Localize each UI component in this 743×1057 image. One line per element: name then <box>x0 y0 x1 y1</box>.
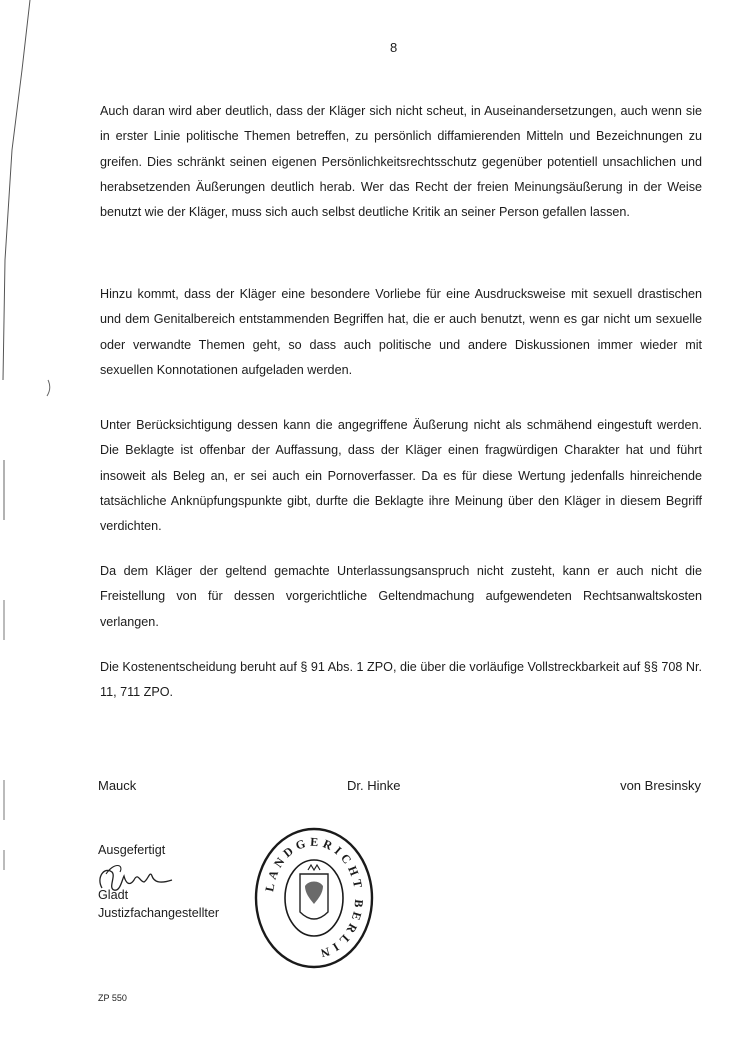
paragraph-2: Hinzu kommt, dass der Kläger eine besondere Vorliebe für eine Ausdrucksweise mit sexuell drastischen und dem Genitalbereich entstammenden Begriffen hat, die er auch benutzt, wenn es gar nicht um sexuelle oder verwandte Themen geht, so dass auch politische und andere Diskussionen immer wieder mit sexuellen Konnotationen aufgeladen werden. <box>100 287 702 377</box>
svg-text:LANDGERICHT BERLIN: LANDGERICHT BERLIN <box>262 834 367 962</box>
paragraph-4: Da dem Kläger der geltend gemachte Unterlassungsanspruch nicht zusteht, kann er auch nicht die Freistellung von für dessen vorgerichtliche Geltendmachung aufgewendeten Rechtsanwaltskosten verlangen. <box>100 564 702 629</box>
signature-judge-1: Mauck <box>98 778 137 793</box>
paragraph-1: Auch daran wird aber deutlich, dass der Kläger sich nicht scheut, in Auseinandersetzungen, auch wenn sie in erster Linie politische Themen betreffen, zu persönlich diffamierenden Mitteln und Bezeichnungen zu greifen. Dies schränkt seinen eigenen Persönlichkeitsrechtsschutz gegenüber potentiell unsachlichen und herabsetzenden Äußerungen deutlich herab. Wer das Recht der freien Meinungsäußerung in der Weise benutzt wie der Kläger, muss sich auch selbst deutliche Kritik an seiner Person gefallen lassen. <box>100 104 702 220</box>
paragraph-5: Die Kostenentscheidung beruht auf § 91 Abs. 1 ZPO, die über die vorläufige Vollstreckbarkeit auf §§ 708 Nr. 11, 711 ZPO. <box>100 660 702 700</box>
form-id: ZP 550 <box>98 993 127 1003</box>
certification-label: Ausgefertigt <box>98 843 166 857</box>
signature-judge-2: Dr. Hinke <box>347 778 401 793</box>
signature-judge-3: von Bresinsky <box>620 778 701 793</box>
certification-name: Gladt <box>98 888 129 902</box>
page-number: 8 <box>390 40 398 55</box>
court-seal-icon <box>253 826 375 970</box>
certification-role: Justizfachangestellter <box>98 906 220 920</box>
scan-edge-marks <box>0 0 60 1057</box>
paragraph-3: Unter Berücksichtigung dessen kann die angegriffene Äußerung nicht als schmähend eingestuft werden. Die Beklagte ist offenbar der Auffassung, dass der Kläger einen fragwürdigen Charakter hat und führt insoweit als Beleg an, er sei auch ein Pornoverfasser. Da es für diese Wertung jedenfalls hinreichende tatsächliche Anknüpfungspunkte gibt, durfte die Beklagte ihre Meinung über den Kläger in diesem Begriff verdichten. <box>100 418 702 534</box>
